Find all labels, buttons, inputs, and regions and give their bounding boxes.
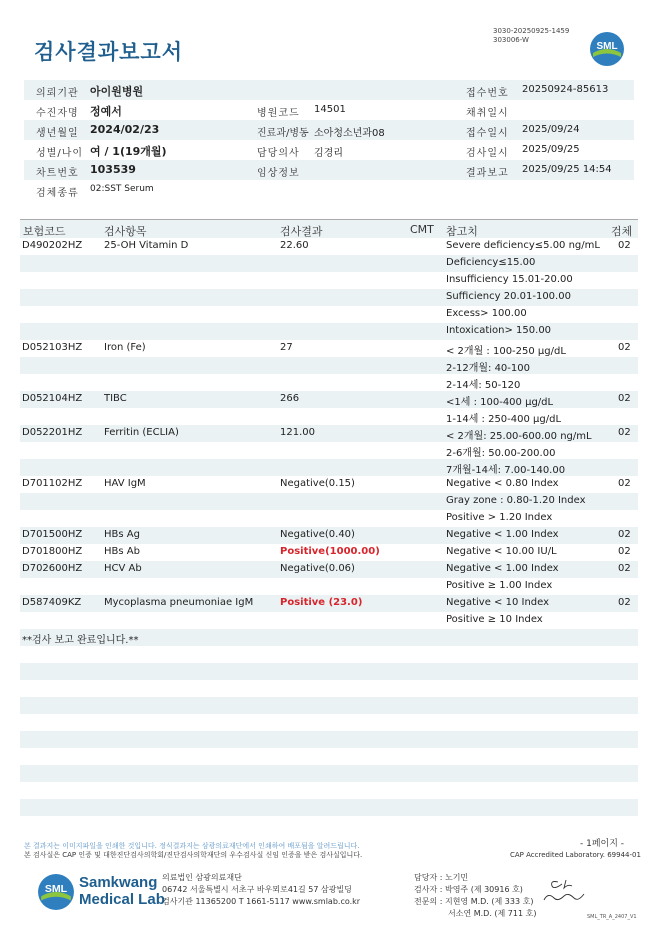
info-row-3 xyxy=(24,120,634,140)
result-specimen: 02 xyxy=(618,240,631,251)
sex-age-value: 여 / 1(19개월) xyxy=(90,145,167,158)
result-reference: Negative < 1.00 Index xyxy=(446,529,559,540)
result-reference: Deficiency≤15.00 xyxy=(446,257,536,268)
table-row xyxy=(20,493,638,510)
specialist-1: 전문의 : 지현영 M.D. (제 333 호) xyxy=(414,897,534,906)
result-code: D701102HZ xyxy=(22,478,83,489)
specialist-2: 서소연 M.D. (제 711 호) xyxy=(448,909,537,918)
staff-info xyxy=(414,872,536,920)
table-row xyxy=(20,561,638,578)
table-row xyxy=(20,629,638,646)
result-reference: 2-6개월: 50.00-200.00 xyxy=(446,448,556,459)
table-row xyxy=(20,578,638,595)
result-item: HBs Ag xyxy=(104,529,140,540)
hospital-code-label: 병원코드 xyxy=(257,108,300,119)
col-item-header: 검사항목 xyxy=(104,225,147,238)
birth-value: 2024/02/23 xyxy=(90,123,160,136)
test-date-label: 검사일시 xyxy=(466,148,509,159)
organization-info xyxy=(162,872,360,908)
sml-footer-logo-icon xyxy=(37,873,75,911)
result-reference: Negative < 10 Index xyxy=(446,597,550,608)
table-row xyxy=(20,442,638,459)
dept-value: 소아청소년과08 xyxy=(314,128,385,139)
receipt-date-value: 2025/09/24 xyxy=(522,124,580,135)
result-code: D701500HZ xyxy=(22,529,83,540)
result-reference: Insufficiency 15.01-20.00 xyxy=(446,274,573,285)
result-reference: < 2개월 : 100-250 μg/dL xyxy=(446,346,566,357)
result-code: D052104HZ xyxy=(22,393,83,404)
table-row xyxy=(20,289,638,306)
test-date-value: 2025/09/25 xyxy=(522,144,580,155)
empty-row xyxy=(20,799,638,816)
table-row xyxy=(20,340,638,357)
empty-row xyxy=(20,697,638,714)
result-code: D052201HZ xyxy=(22,427,83,438)
form-number: SML_TR_A_2407_V1 xyxy=(587,914,637,920)
col-cmt-header: CMT xyxy=(410,223,434,236)
result-specimen: 02 xyxy=(618,342,631,353)
hospital-label: 의뢰기관 xyxy=(36,88,79,99)
result-reference: Positive ≥ 10 Index xyxy=(446,614,543,625)
result-reference: Positive > 1.20 Index xyxy=(446,512,553,523)
result-reference: Gray zone : 0.80-1.20 Index xyxy=(446,495,586,506)
result-code: D701800HZ xyxy=(22,546,83,557)
patient-value: 정예서 xyxy=(90,105,122,118)
result-reference: Severe deficiency≤5.00 ng/mL xyxy=(446,240,600,251)
info-row-4 xyxy=(24,140,634,160)
col-code-header: 보험코드 xyxy=(23,225,66,238)
col-ref-header: 참고치 xyxy=(446,225,478,238)
result-reference: 2-12개월: 40-100 xyxy=(446,363,530,374)
disclaimer-cap: 본 검사실은 CAP 인증 및 대한진단검사의학회/진단검사의학재단의 우수검사실 신임 인증을 받은 검사실입니다. xyxy=(24,851,363,859)
result-value: Positive(1000.00) xyxy=(280,546,380,557)
chart-value: 103539 xyxy=(90,163,136,176)
result-code: D052103HZ xyxy=(22,342,83,353)
result-code: **검사 보고 완료입니다.** xyxy=(22,635,139,646)
result-value: Negative(0.40) xyxy=(280,529,355,540)
result-specimen: 02 xyxy=(618,393,631,404)
result-reference: 1-14세 : 250-400 μg/dL xyxy=(446,414,562,425)
organization-name: 의료법인 삼광의료재단 xyxy=(162,873,242,882)
info-row-1 xyxy=(24,80,634,100)
organization-address: 06742 서울특별시 서초구 바우뫼로41길 57 삼광빌딩 xyxy=(162,885,352,894)
result-reference: < 2개월: 25.00-600.00 ng/mL xyxy=(446,431,592,442)
result-value: Positive (23.0) xyxy=(280,597,363,608)
report-date-label: 결과보고 xyxy=(466,168,509,179)
table-row xyxy=(20,255,638,272)
table-row xyxy=(20,510,638,527)
result-value: 22.60 xyxy=(280,240,309,251)
specimen-label: 검체종류 xyxy=(36,188,79,199)
birth-label: 생년월일 xyxy=(36,128,79,139)
result-specimen: 02 xyxy=(618,597,631,608)
doctor-value: 김경리 xyxy=(314,148,343,159)
table-row xyxy=(20,238,638,255)
table-row xyxy=(20,544,638,561)
result-code: D587409KZ xyxy=(22,597,82,608)
info-row-2 xyxy=(24,100,634,120)
result-reference: Negative < 0.80 Index xyxy=(446,478,559,489)
receipt-date-label: 접수일시 xyxy=(466,128,509,139)
organization-contact: 검사기관 11365200 T 1661-5117 www.smlab.co.kr xyxy=(162,897,361,906)
empty-row xyxy=(20,663,638,680)
info-row-6 xyxy=(24,180,634,200)
result-specimen: 02 xyxy=(618,546,631,557)
collect-date-label: 채취일시 xyxy=(466,108,509,119)
result-item: HBs Ab xyxy=(104,546,140,557)
empty-row xyxy=(20,731,638,748)
result-specimen: 02 xyxy=(618,478,631,489)
report-title: 검사결과보고서 xyxy=(34,40,184,64)
result-item: Mycoplasma pneumoniae IgM xyxy=(104,597,254,608)
table-row xyxy=(20,425,638,442)
results-header xyxy=(20,219,638,238)
brand-line-2: Medical Lab xyxy=(79,891,165,908)
result-value: 121.00 xyxy=(280,427,315,438)
table-row xyxy=(20,612,638,629)
result-code: D490202HZ xyxy=(22,240,83,251)
result-specimen: 02 xyxy=(618,563,631,574)
manager: 담당자 : 노기민 xyxy=(414,873,469,882)
brand-line-1: Samkwang xyxy=(79,874,158,891)
disclaimer-print: 본 결과지는 이미지파일을 인쇄한 것입니다. 정식결과지는 삼광의료재단에서 인쇄하여 배포됨을 알려드립니다. xyxy=(24,842,360,850)
result-reference: Positive ≥ 1.00 Index xyxy=(446,580,553,591)
receipt-no-label: 접수번호 xyxy=(466,88,509,99)
report-date-value: 2025/09/25 14:54 xyxy=(522,164,612,175)
table-row xyxy=(20,527,638,544)
result-specimen: 02 xyxy=(618,427,631,438)
result-item: HCV Ab xyxy=(104,563,142,574)
table-row xyxy=(20,323,638,340)
table-row xyxy=(20,374,638,391)
result-code: D702600HZ xyxy=(22,563,83,574)
result-reference: Sufficiency 20.01-100.00 xyxy=(446,291,571,302)
col-specimen-header: 검체 xyxy=(611,225,633,238)
clinical-label: 임상정보 xyxy=(257,168,300,179)
result-item: Ferritin (ECLIA) xyxy=(104,427,179,438)
result-specimen: 02 xyxy=(618,529,631,540)
table-row xyxy=(20,357,638,374)
document-id xyxy=(493,27,569,45)
hospital-code-value: 14501 xyxy=(314,104,346,115)
chart-label: 차트번호 xyxy=(36,168,79,179)
table-row xyxy=(20,476,638,493)
table-row xyxy=(20,391,638,408)
result-item: 25-OH Vitamin D xyxy=(104,240,189,251)
col-result-header: 검사결과 xyxy=(280,225,323,238)
result-value: 27 xyxy=(280,342,293,353)
signature-icon xyxy=(538,876,588,906)
result-reference: Negative < 1.00 Index xyxy=(446,563,559,574)
result-item: HAV IgM xyxy=(104,478,146,489)
brand-name xyxy=(79,874,165,908)
result-reference: Intoxication> 150.00 xyxy=(446,325,552,336)
table-row xyxy=(20,595,638,612)
specimen-value: 02:SST Serum xyxy=(90,184,154,194)
result-reference: 2-14세: 50-120 xyxy=(446,380,521,391)
document-id-line-2: 303006-W xyxy=(493,36,529,44)
page-number: - 1페이지 - xyxy=(580,839,625,849)
document-id-line-1: 3030-20250925-1459 xyxy=(493,27,570,35)
sml-footer-logo-text: SML xyxy=(44,883,68,895)
sml-logo-text: SML xyxy=(596,41,618,52)
result-reference: Negative < 10.00 IU/L xyxy=(446,546,557,557)
patient-label: 수진자명 xyxy=(36,108,79,119)
result-reference: Excess> 100.00 xyxy=(446,308,527,319)
table-row xyxy=(20,408,638,425)
cap-accreditation: CAP Accredited Laboratory. 69944-01 xyxy=(510,851,641,859)
receipt-no-value: 20250924-85613 xyxy=(522,84,609,95)
result-reference: 7개월-14세: 7.00-140.00 xyxy=(446,465,566,476)
sex-age-label: 성별/나이 xyxy=(36,148,84,159)
result-item: Iron (Fe) xyxy=(104,342,146,353)
result-value: Negative(0.15) xyxy=(280,478,355,489)
result-item: TIBC xyxy=(104,393,127,404)
result-value: 266 xyxy=(280,393,300,404)
dept-label: 진료과/병동 xyxy=(257,128,309,139)
result-value: Negative(0.06) xyxy=(280,563,355,574)
table-row xyxy=(20,272,638,289)
hospital-value: 아이원병원 xyxy=(90,85,144,98)
table-row xyxy=(20,459,638,476)
info-row-5 xyxy=(24,160,634,180)
empty-row xyxy=(20,765,638,782)
tester: 검사자 : 박영주 (제 30916 호) xyxy=(414,885,523,894)
doctor-label: 담당의사 xyxy=(257,148,300,159)
result-reference: <1세 : 100-400 μg/dL xyxy=(446,397,554,408)
sml-logo-icon xyxy=(589,31,625,67)
table-row xyxy=(20,306,638,323)
